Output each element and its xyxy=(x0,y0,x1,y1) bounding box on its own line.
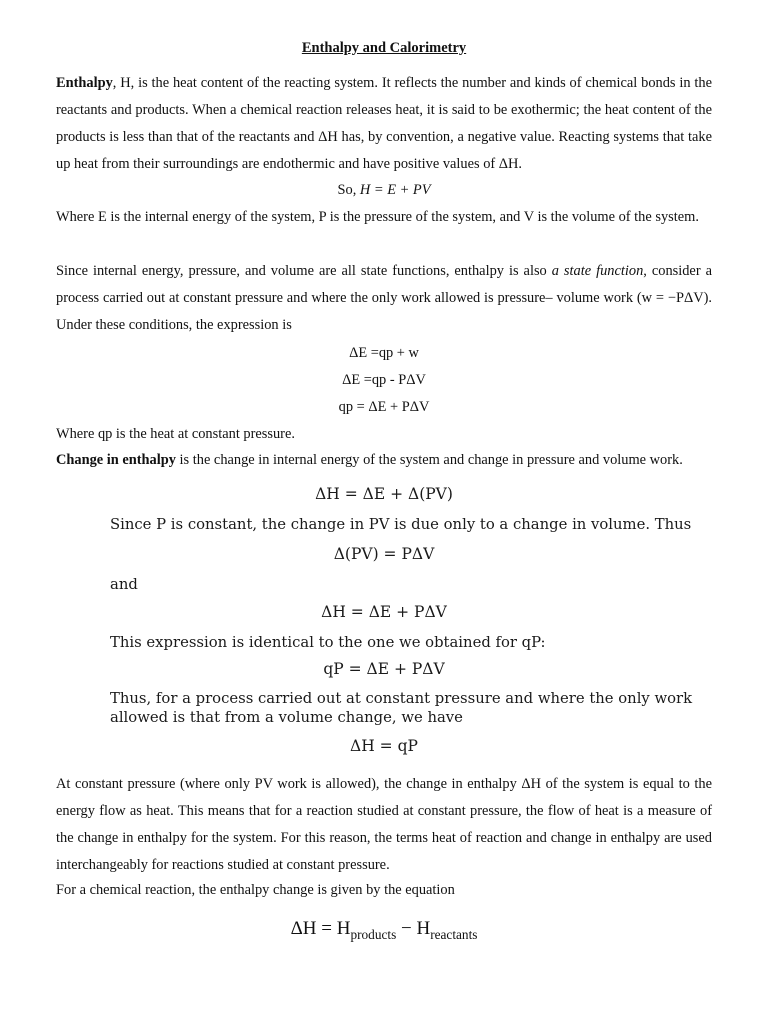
document-title: Enthalpy and Calorimetry xyxy=(301,40,467,56)
paragraph-qp-definition: Where qp is the heat at constant pressure. xyxy=(56,426,295,442)
paragraph-energy-flow: At constant pressure (where only PV work is allowed), the change in enthalpy ΔH of the system is equal to the energy flow as heat. This means that for a reaction studied at constant pressure, the flow of heat is a measure of the change in enthalpy for the system. For this reason, the terms heat of reaction and change in enthalpy are used interchangeably for reactions studied at constant pressure. xyxy=(56,776,712,873)
paragraph-state-function xyxy=(56,258,712,339)
state-function-italic: a state function xyxy=(551,263,644,279)
state-function-text-after: , consider a process carried out at constant pressure and where the only work allowed is pressure– volume work (w = −PΔV). Under these conditions, the expression is xyxy=(56,263,712,333)
equation-qp-block: qP = ΔE + PΔV xyxy=(323,660,445,678)
equation-qp: qp = ΔE + PΔV xyxy=(338,399,430,415)
text-identical-expression: This expression is identical to the one we obtained for qP: xyxy=(110,634,546,651)
equation-expression: H = E + PV xyxy=(359,182,431,198)
equation-delta-h-p-delta-v: ΔH = ΔE + PΔV xyxy=(321,603,447,621)
text-and: and xyxy=(110,576,138,593)
final-equation-mid: − H xyxy=(396,918,431,939)
equation-delta-h-qp: ΔH = qP xyxy=(350,737,418,755)
equation-delta-h-pv: ΔH = ΔE + Δ(PV) xyxy=(315,485,453,503)
equation-enthalpy xyxy=(0,177,768,204)
subscript-products: products xyxy=(350,926,397,942)
paragraph-variables: Where E is the internal energy of the system, P is the pressure of the system, and V is the volume of the system. xyxy=(56,209,699,225)
equation-delta-e-1: ΔE =qp + w xyxy=(349,345,419,361)
enthalpy-definition-text: , H, is the heat content of the reacting system. It reflects the number and kinds of chemical bonds in the reactants and products. When a chemical reaction releases heat, it is said to be exothermic; the heat content of the products is less than that of the reactants and ΔH has, by convention, a negative value. Reacting systems that take up heat from their surroundings are endothermic and have positive values of ΔH. xyxy=(56,75,712,172)
subscript-reactants: reactants xyxy=(430,926,478,942)
paragraph-enthalpy-definition xyxy=(56,70,712,178)
change-in-enthalpy-text: is the change in internal energy of the system and change in pressure and volume work. xyxy=(175,452,683,468)
term-enthalpy: Enthalpy xyxy=(56,75,113,91)
equation-enthalpy-products-reactants xyxy=(0,915,768,948)
text-constant-pressure-process: Thus, for a process carried out at constant pressure and where the only work allowed is that from a volume change, we have xyxy=(110,690,693,726)
equation-delta-e-2: ΔE =qp - PΔV xyxy=(342,372,426,388)
equation-prefix: So, xyxy=(337,182,360,198)
final-equation-lhs: ΔH = H xyxy=(290,918,351,939)
paragraph-enthalpy-change-equation: For a chemical reaction, the enthalpy change is given by the equation xyxy=(56,882,455,898)
paragraph-change-in-enthalpy xyxy=(56,447,712,474)
equation-delta-pv: Δ(PV) = PΔV xyxy=(333,545,435,563)
term-change-in-enthalpy: Change in enthalpy xyxy=(56,452,176,468)
state-function-text-before: Since internal energy, pressure, and volume are all state functions, enthalpy is also xyxy=(56,263,552,279)
text-p-constant: Since P is constant, the change in PV is due only to a change in volume. Thus xyxy=(110,516,692,533)
